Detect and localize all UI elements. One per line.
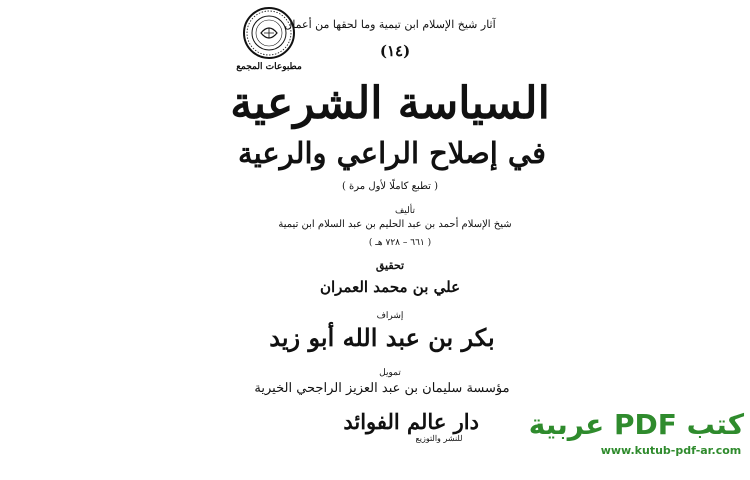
foundation-name: مؤسسة سليمان بن عبد العزيز الراجحي الخيرية — [254, 381, 510, 396]
watermark-title: كتب PDF عربية — [528, 408, 744, 441]
edition-note: ( تطبع كاملًا لأول مرة ) — [341, 181, 439, 192]
series-line: آثار شيخ الإسلام ابن تيمية وما لحقها من أعمال — [284, 18, 496, 31]
watermark-url[interactable]: www.kutub-pdf-ar.com — [600, 444, 742, 457]
academy-seal-icon — [242, 6, 296, 60]
seal-caption: مطبوعات المجمع — [236, 62, 302, 72]
supervisor-name: بكر بن عبد الله أبو زيد — [269, 323, 495, 352]
book-subtitle: في إصلاح الراعي والرعية — [238, 136, 546, 170]
publisher-name: دار عالم الفوائد — [343, 409, 479, 434]
volume-number: (١٤) — [379, 42, 411, 60]
publisher-subtitle: للنشر والتوزيع — [415, 434, 463, 443]
tahqiq-label: تحقيق — [375, 259, 405, 272]
supervision-label: إشراف — [376, 311, 404, 321]
by-label: تأليف — [394, 206, 416, 216]
author-name: شيخ الإسلام أحمد بن عبد الحليم بن عبد السلام ابن تيمية — [278, 219, 512, 230]
funding-label: تمويل — [379, 368, 401, 378]
book-title: السياسة الشرعية — [230, 78, 550, 129]
publisher-logo — [343, 409, 479, 444]
site-watermark — [528, 408, 744, 457]
author-dates: ( ٦٦١ – ٧٢٨ هـ ) — [368, 238, 432, 248]
editor-name: علي بن محمد العمران — [319, 278, 461, 296]
